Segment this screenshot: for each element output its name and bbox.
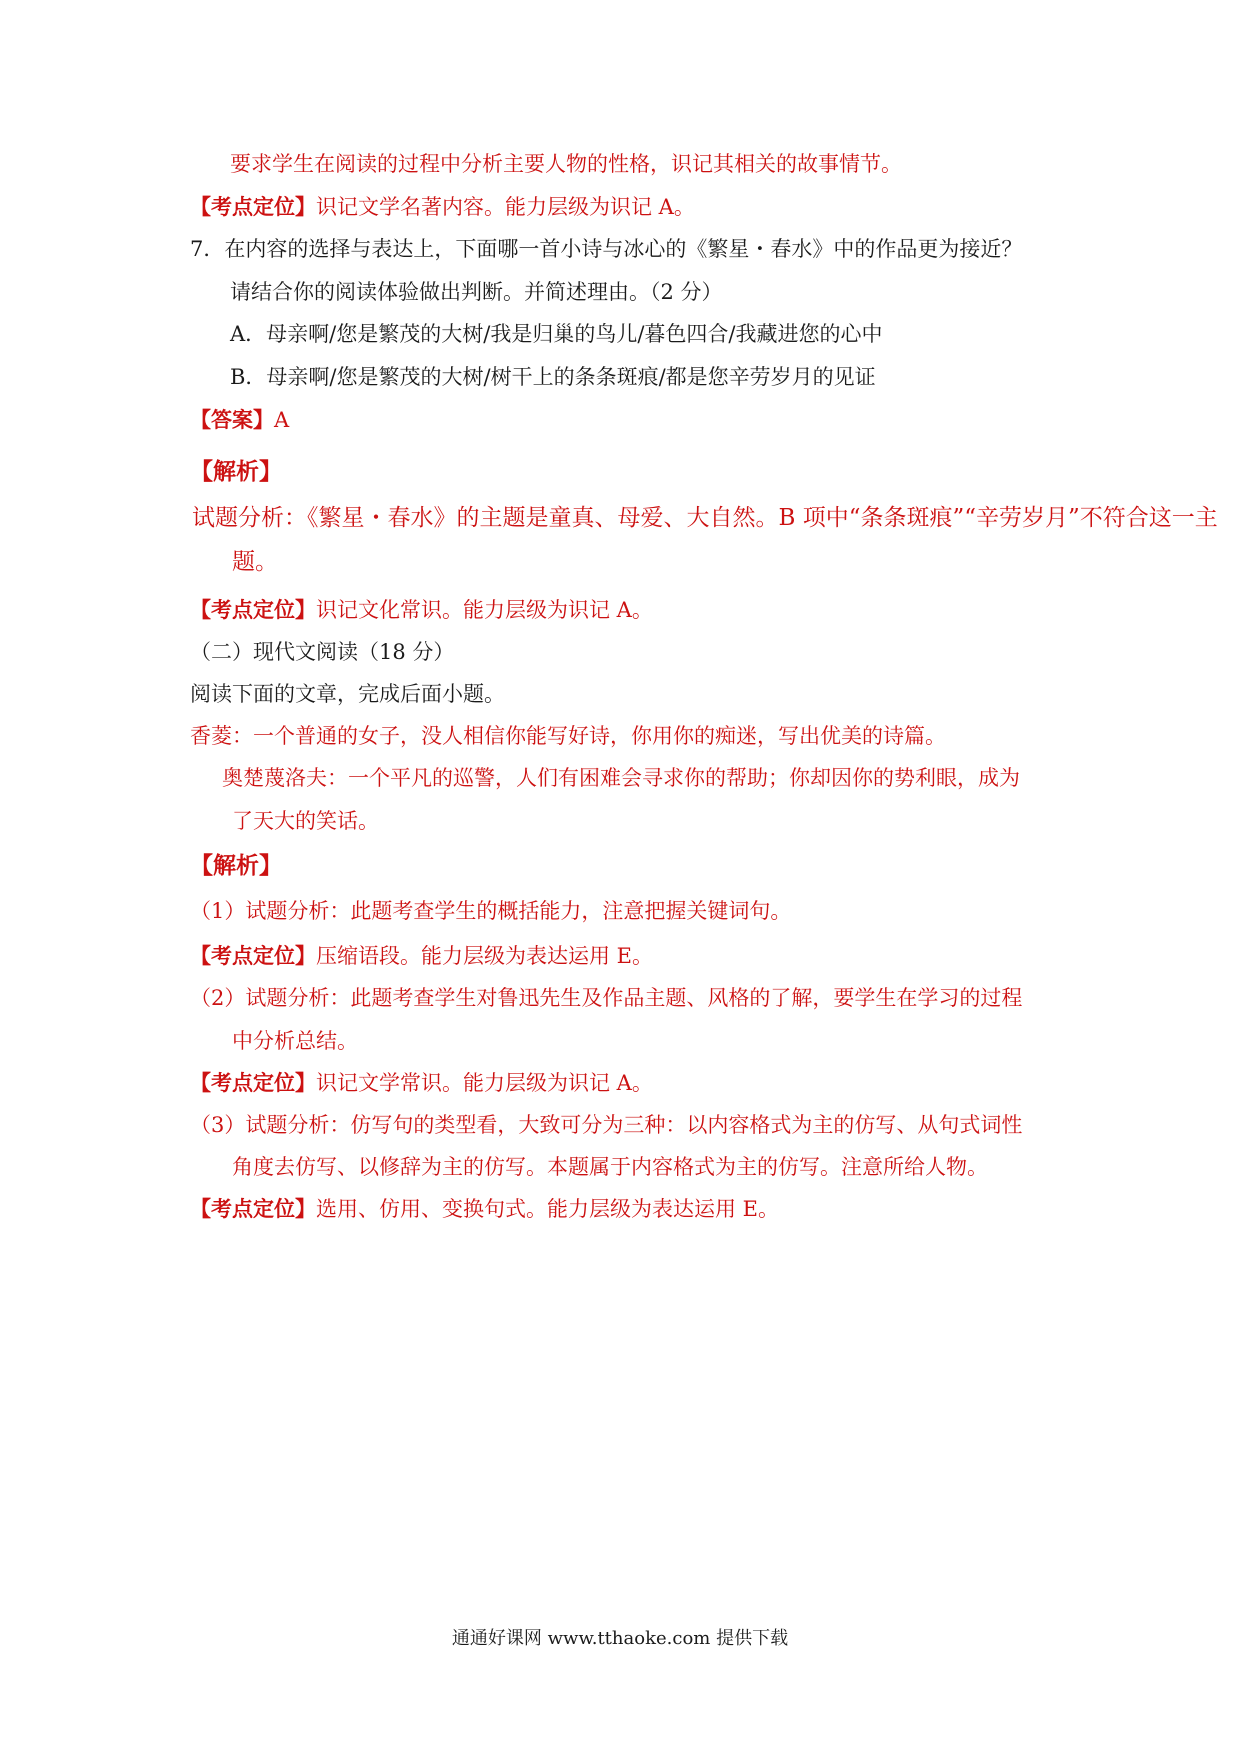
kaodian-line — [190, 1069, 653, 1097]
page-footer: 通通好课网 www.tthaoke.com 提供下载 — [451, 1628, 789, 1649]
question-7 — [190, 235, 1022, 263]
question-number: 7． — [190, 237, 225, 261]
jiexi-heading: 【解析】 — [190, 458, 282, 485]
kaodian-line — [190, 942, 653, 970]
kaodian-text: 识记文学常识。能力层级为识记 A。 — [316, 1071, 653, 1095]
analysis-3: （3）试题分析：仿写句的类型看，大致可分为三种：以内容格式为主的仿写、从句式词性 — [190, 1113, 1023, 1137]
jiexi-heading: 【解析】 — [190, 852, 282, 879]
analysis-line-cont: 题。 — [232, 549, 278, 575]
kaodian-tag: 【考点定位】 — [190, 597, 316, 622]
kaodian-tag: 【考点定位】 — [190, 943, 316, 968]
analysis-2-cont: 中分析总结。 — [232, 1029, 358, 1053]
analysis-3-cont: 角度去仿写、以修辞为主的仿写。本题属于内容格式为主的仿写。注意所给人物。 — [232, 1155, 988, 1179]
paragraph-line: 要求学生在阅读的过程中分析主要人物的性格，识记其相关的故事情节。 — [230, 152, 902, 176]
option-b: B．母亲啊/您是繁茂的大树/树干上的条条斑痕/都是您辛劳岁月的见证 — [230, 365, 876, 389]
analysis-1: （1）试题分析：此题考查学生的概括能力，注意把握关键词句。 — [190, 899, 792, 923]
answer-xiangling: 香菱：一个普通的女子，没人相信你能写好诗，你用你的痴迷，写出优美的诗篇。 — [190, 724, 946, 748]
kaodian-tag: 【考点定位】 — [190, 1196, 316, 1221]
kaodian-line — [190, 193, 695, 221]
answer-aochu: 奥楚蔑洛夫：一个平凡的巡警，人们有困难会寻求你的帮助；你却因你的势利眼，成为 — [222, 766, 1020, 790]
question-text-cont: 请结合你的阅读体验做出判断。并简述理由。（2 分） — [230, 280, 723, 304]
kaodian-line — [190, 596, 653, 624]
answer-tag: 【答案】 — [190, 407, 274, 432]
kaodian-tag: 【考点定位】 — [190, 194, 316, 219]
reading-instruction: 阅读下面的文章，完成后面小题。 — [190, 682, 505, 706]
answer-aochu-cont: 了天大的笑话。 — [232, 809, 379, 833]
answer-line — [190, 406, 289, 434]
option-a: A．母亲啊/您是繁茂的大树/我是归巢的鸟儿/暮色四合/我藏进您的心中 — [230, 322, 883, 346]
analysis-2: （2）试题分析：此题考查学生对鲁迅先生及作品主题、风格的了解，要学生在学习的过程 — [190, 986, 1023, 1010]
kaodian-text: 选用、仿用、变换句式。能力层级为表达运用 E。 — [316, 1197, 780, 1221]
kaodian-text: 识记文学名著内容。能力层级为识记 A。 — [316, 195, 695, 219]
kaodian-text: 识记文化常识。能力层级为识记 A。 — [316, 598, 653, 622]
analysis-line: 试题分析：《繁星・春水》的主题是童真、母爱、大自然。B 项中“条条斑痕”“辛劳岁月”不符合这一主 — [192, 505, 1218, 531]
answer-text: A — [274, 408, 290, 432]
question-text: 在内容的选择与表达上，下面哪一首小诗与冰心的《繁星・春水》中的作品更为接近？ — [224, 237, 1023, 261]
kaodian-tag: 【考点定位】 — [190, 1070, 316, 1095]
kaodian-line — [190, 1195, 779, 1223]
section-heading: （二）现代文阅读（18 分） — [190, 640, 455, 664]
kaodian-text: 压缩语段。能力层级为表达运用 E。 — [316, 944, 654, 968]
